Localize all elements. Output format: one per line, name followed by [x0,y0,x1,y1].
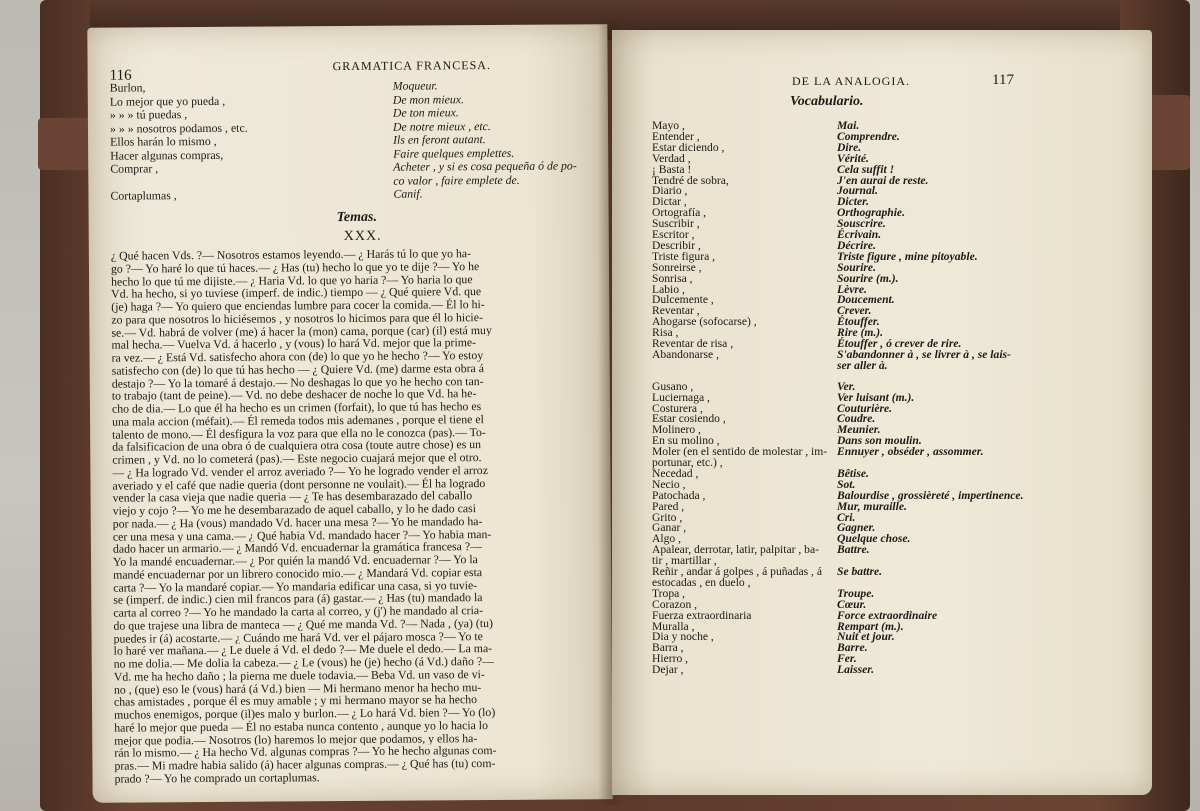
vocab-es: Estar cosiendo , [652,412,726,426]
vocab-fr: Gagner. [837,521,876,535]
text-line: puedes ir (á) acostarte.— ¿ Cuándo me hará Vd. ver el pájaro mosca ?— Yo te [113,628,483,645]
vocab-fr: Troupe. [837,586,875,600]
vocab-es: Dia y noche , [652,630,714,644]
text-line: no me dolia.— Me dolia la cabeza.— ¿ Le (vous) he (je) hecho (á Vd.) daño ?— [113,654,494,671]
vocab-fr: J'en aurai de reste. [837,173,929,187]
vocab-fr: Cela suffit ! [837,162,895,176]
vocab-es: Triste figura , [652,249,716,263]
text-line: averiado y el café que nadie queria (dont personne ne voulait).— Él ha logrado [112,475,486,492]
vocab-es: Costurera , [652,401,703,415]
vocab-fr: Barre. [837,641,868,655]
text-line: go ?— Yo haré lo que tú haces.— ¿ Has (tu) hecho lo que yo te dije ?— Yo he [110,259,480,276]
vocab-es: Escritor , [652,228,695,241]
exercise-number: XXX. [343,228,382,245]
vocab-fr: Battre. [837,543,870,557]
vocab-es: Diario , [652,184,688,198]
vocab-fr: Quelque chose. [837,532,911,546]
vocab-fr: Bêtise. [837,466,869,480]
text-line: pras.— Mi madre habia salido (á) hacer algunas compras.— ¿ Qué has (tu) com- [114,756,496,773]
vocab-es: Fuerza extraordinaria [652,608,752,622]
running-head: GRAMATICA FRANCESA. [332,58,491,74]
text-line: to trabajo (tant de peine).— Vd. no debe deshacer de noche lo que Vd. ha he- [111,386,477,403]
vocab-fr: Couturière. [837,401,893,415]
vocab-es: Entender , [652,129,700,143]
right-page [612,30,1152,795]
phrase-fr: co valor , faire emplete de. [393,172,520,188]
vocab-es: Patochada , [652,488,706,502]
phrase-fr: De mon mieux. [392,91,464,107]
vocab-fr: Étouffer , ó crever de rire. [837,337,962,350]
text-line: no , (que) eso le (vous) hará (á Vd.) bien — Mi hermano menor ha hecho mu- [113,679,482,696]
vocab-es: Ahogarse (sofocarse) , [652,315,757,329]
vocab-fr: Journal. [837,184,878,198]
vocab-es: Estar diciendo , [652,140,725,154]
vocab-fr: Force extraordinaire [837,608,938,622]
vocab-es: Algo , [652,532,681,546]
vocab-fr: Triste figure , mine pitoyable. [837,249,978,263]
vocab-fr: Fer. [837,652,857,666]
page-number: 117 [992,72,1014,88]
running-head: DE LA ANALOGIA. [792,74,910,88]
vocab-fr: S'abandonner à , se livrer à , se lais- [837,347,1011,361]
vocab-es: Sonreirse , [652,260,702,274]
vocab-fr: Doucement. [837,293,895,307]
phrase-fr: Faire quelques emplettes. [393,145,515,161]
vocab-fr: Orthographie. [837,206,905,220]
text-line: Vd. ha hecho, si yo tuviese (imperf. de indic.) tiempo — ¿ Qué quiere Vd. que [111,284,482,301]
phrase-fr: Moqueur. [392,78,438,93]
vocab-es: Molinero , [652,423,701,437]
vocab-es: Labio , [652,282,685,296]
page-number: 116 [109,67,132,84]
text-line: crimen , y Vd. no lo cometerá (pas).— Este negocio cuajará mejor que el otro. [112,450,482,467]
text-line: Yo la mandé encuadernar.— ¿ Por quién la mandó Vd. encuadernar ?— Yo la [112,552,478,569]
text-line: ra vez.— ¿ Está Vd. satisfecho ahora con (de) lo que yo he hecho ?— Yo estoy [111,348,484,365]
phrase-es: Comprar , [110,161,159,176]
vocab-es: Sonrisa , [652,271,693,285]
vocab-fr: Sourire (m.). [837,271,899,285]
phrase-es: » » » tú puedas , [109,107,188,122]
vocab-es: Describir , [652,238,701,252]
vocab-fr: Dicter. [837,195,869,209]
text-line: ¿ Qué hacen Vds. ?— Nosotros estamos leyendo.— ¿ Harás tú lo que yo ha- [110,246,472,263]
phrase-fr: De notre mieux , etc. [392,118,491,134]
text-line: dado hacer un armario.— ¿ Mandó Vd. encuadernar la gramática francesa ?— [112,539,482,556]
vocab-fr: Dire. [837,140,862,154]
vocab-fr: Nuit et jour. [837,630,895,644]
text-line: prado ?— Yo he comprado un cortaplumas. [114,769,320,786]
vocab-es: portunar, etc.) , [652,456,723,469]
text-line: mandé encuadernar por un librero conocido mio.— ¿ Mandará Vd. copiar esta [113,565,483,582]
text-line: se.— Vd. habrá de volver (me) á hacer la (mon) cama, porque (car) (il) está muy [111,322,492,339]
vocab-fr: Étouffer. [837,315,880,329]
text-line: (je) haga ?— Yo quiero que enciendas lumbre para cocer la comida.— Él lo hi- [111,297,485,314]
vocab-es: Dejar , [652,663,684,677]
text-line: haré lo mejor que pueda — Él no estaba nunca contento , aunque yo lo hacia lo [114,717,489,735]
vocab-es: Ortografía , [652,206,707,220]
vocab-es: Corazon , [652,597,698,611]
vocab-es: Apalear, derrotar, latir, palpitar , ba- [652,543,819,557]
vocab-es: En su molino , [652,434,720,448]
phrase-fr: Ils en feront autant. [393,132,486,147]
vocab-es: Necedad , [652,466,699,480]
text-line: rán lo mismo.— ¿ Ha hecho Vd. algunas compras ?— Yo he hecho algunas com- [114,743,497,760]
text-line: por nada.— ¿ Ha (vous) mandado Vd. hacer una mesa ?— Yo he mandado ha- [112,514,483,531]
text-line: viejo y cojo ?— Yo me he desembarazado de aquel caballo, y lo he dado casi [112,501,477,518]
vocab-es: Necio , [652,477,686,491]
vocab-es: Abandonarse , [652,347,719,361]
vocab-es: Barra , [652,641,684,655]
vocab-fr: Laisser. [837,663,875,677]
left-page [87,24,612,803]
vocab-fr: Rempart (m.). [837,619,904,633]
vocab-fr: Ver luisant (m.). [837,390,915,404]
vocab-fr: Balourdise , grossièreté , impertinence. [837,488,1024,502]
vocab-es: Suscribir , [652,217,700,231]
vocab-es: estocadas , en duelo , [652,575,751,589]
vocab-fr: Souscrire. [837,217,886,231]
vocab-es: Moler (en el sentido de molestar , im- [652,445,828,459]
vocab-es: Muralla , [652,619,695,633]
vocab-fr: Meunier. [837,423,881,437]
phrase-es: Cortaplumas , [110,188,177,203]
section-heading: Vocabulario. [790,94,864,109]
vocab-es: Dulcemente , [652,293,714,307]
text-line: chas amistades , porque él es muy amable ; y mi hermano mayor se ha hecho [113,692,478,709]
exercise-text [111,246,603,785]
vocab-fr: Se battre. [837,565,883,578]
text-line: mejor que podia.— Nosotros (lo) haremos lo mejor que podamos, y ellos ha- [114,730,478,747]
section-heading: Temas. [336,209,378,226]
vocab-es: Reventar de risa , [652,337,734,350]
vocab-es: ¡ Basta ! [652,162,692,176]
vocab-fr: Écrivain. [837,228,882,241]
text-line: una mala accion (méfait).— Él remeda todos mis ademanes , porque el tiene el [112,412,484,429]
vocab-es: Tendré de sobra, [652,173,729,187]
vocab-fr: Décrire. [837,238,876,252]
phrase-es: Ellos harán lo mismo , [110,133,217,149]
vocab-fr: Sot. [837,477,856,491]
text-line: cer una mesa y una cama.— ¿ Qué habia Vd. mandado hacer ?— Yo habia man- [112,526,492,543]
vocab-fr: ser aller à. [837,358,888,372]
text-line: satisfecho con (de) lo que tú has hecho — ¿ Quiere Vd. (me) darme esta obra á [111,361,484,378]
vocab-fr: Sourire. [837,260,876,274]
text-line: carta ?— Yo la mandaré copiar.— Yo mandaria edificar una casa, si yo tuvie- [113,577,478,594]
vocab-fr: Ver. [837,379,856,393]
phrase-es: Burlon, [109,80,146,95]
phrase-fr: De ton mieux. [392,105,459,120]
vocab-es: Pared , [652,499,685,513]
text-line: da falsificacion de una obra ó de cualquiera otra cosa (toute autre chose) es un [112,437,482,454]
vocab-fr: Mur, muraille. [837,499,907,513]
vocab-es: Ganar , [652,521,687,535]
vocab-es: Dictar , [652,195,687,209]
vocab-fr: Dans son moulin. [837,434,922,448]
text-line: cho de dia.— Lo que él ha hecho es un crimen (forfait), lo que tú has hecho es [111,399,482,416]
text-line: vender la casa vieja que nadie queria — ¿ Te has desembarazado del caballo [112,488,473,505]
text-line: Vd. me ha hecho daño ; la pierna me duele todavia.— Beba Vd. un vaso de vi- [113,666,485,684]
text-line: zo para que nosotros lo hiciésemos , y nosotros lo hicimos para que él lo hicie- [111,310,483,327]
vocab-fr: Cri. [837,510,856,524]
vocab-fr: Ennuyer , obséder , assommer. [837,445,984,459]
text-line: muchos enemigos, porque (il)es malo y burlon.— ¿ Lo hará Vd. bien ?— Yo (lo) [114,705,496,722]
vocab-es: Reventar , [652,304,700,318]
vocab-es: Reñir , andar á golpes , á puñadas , á [652,565,822,578]
text-line: mal hecha.— Vuelva Vd. á hacerlo , y (vous) lo hará Vd. mejor que la prime- [111,335,477,352]
vocab-es: Risa , [652,326,679,340]
phrase-es: Lo mejor que yo pueda , [109,93,226,109]
text-line: destajo ?— Yo la tomaré á destajo.— No deshagas lo que yo he hecho con tan- [111,373,484,390]
vocab-es: Verdad , [652,151,691,165]
vocab-es: Tropa , [652,586,686,600]
vocab-es: Hierro , [652,652,689,666]
vocab-fr: Vérité. [837,151,869,165]
vocab-fr: Rire (m.). [837,326,884,340]
text-line: carta al correo ?— Yo he mandado la carta al correo, y (j') he mandado al cria- [113,603,484,620]
vocab-es: Gusano , [652,379,694,393]
phrase-es: Hacer algunas compras, [110,147,224,163]
text-line: do que trajese una libra de manteca — ¿ Qué me manda Vd. ?— Nada , (ya) (tu) [113,615,493,633]
vocab-fr: Coudre. [837,412,876,426]
vocab-es: Grito , [652,510,683,524]
vocab-fr: Cœur. [837,597,867,611]
vocab-fr: Crever. [837,304,872,318]
vocab-fr: Mai. [837,119,860,132]
text-line: hecho lo que tú me dijiste.— ¿ Haria Vd. lo que yo haria ?— Yo haria lo que [111,271,473,288]
text-line: lo haré ver mañana.— ¿ Le duele á Vd. el dedo ?— Me duele el dedo.— La ma- [113,641,493,658]
text-line: — ¿ Ha logrado Vd. vender el arroz averiado ?— Yo he logrado vender el arroz [112,463,488,480]
vocab-es: tir , martillar , [652,554,717,568]
phrase-es: » » » nosotros podamos , etc. [109,120,248,136]
vocab-fr: Comprendre. [837,129,900,143]
phrase-fr: Canif. [393,186,423,201]
phrase-fr: Acheter , y si es cosa pequeña ó de po- [393,158,577,174]
vocab-es: Luciernaga , [652,390,710,404]
vocab-fr: Lèvre. [837,282,867,296]
vocab-es: Mayo , [652,119,685,132]
text-line: se (imperf. de indic.) cien mil francos para (á) gastar.— ¿ Has (tu) mandado la [113,590,483,607]
text-line: talento de mono.— Él desfigura la voz para que ella no le conozca (pas).— To- [112,424,486,441]
